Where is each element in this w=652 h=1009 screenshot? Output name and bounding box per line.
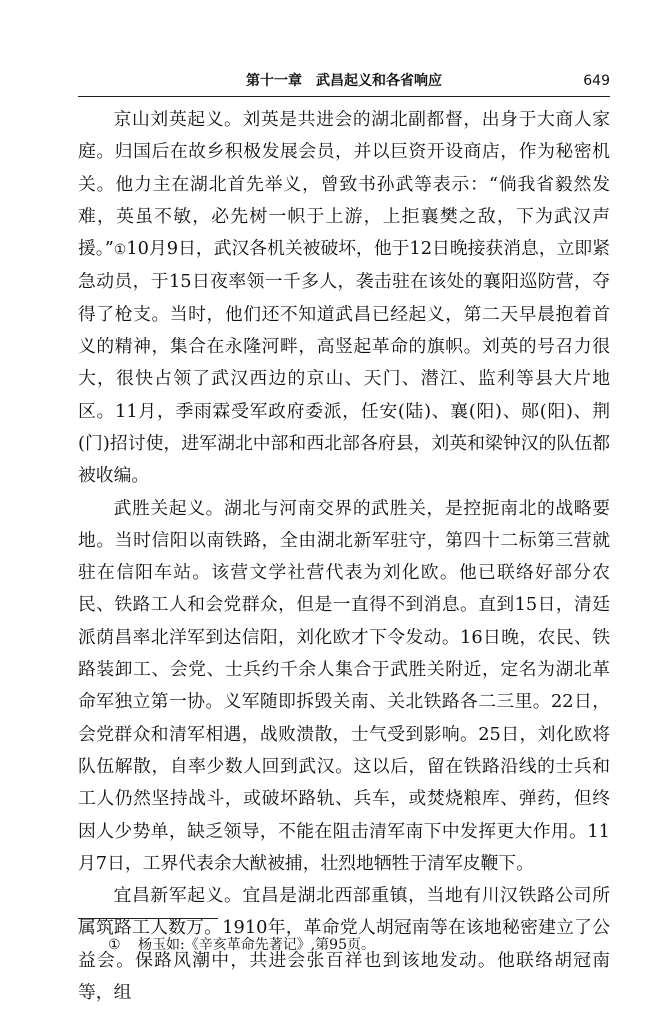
body-text <box>78 104 610 1009</box>
running-head <box>78 70 610 92</box>
footnote <box>78 935 610 955</box>
footnote-reference: ① <box>113 242 127 259</box>
footnote-text: 杨玉如:《辛亥革命先著记》,第95页。 <box>138 937 375 953</box>
paragraph-wushengguan-uprising: 武胜关起义。湖北与河南交界的武胜关，是控扼南北的战略要地。当时信阳以南铁路，全由湖北新军驻守，第四十二标第三营就驻在信阳车站。该营文学社营代表为刘化欧。他已联络好部分农民、铁路工人和会党群众，但是一直得不到消息。直到15日，清廷派荫昌率北洋军到达信阳，刘化欧才下令发动。16日晚，农民、铁路装卸工、会党、士兵约千余人集合于武胜关附近，定名为湖北革命军独立第一协。义军随即拆毁关南、关北铁路各二三里。22日，会党群众和清军相遇，战败溃散，士气受到影响。25日，刘化欧将队伍解散，自率少数人回到武汉。这以后，留在铁路沿线的士兵和工人仍然坚持战斗，或破坏路轨、兵车，或焚烧粮库、弹药，但终因人少势单，缺乏领导，不能在阻击清军南下中发挥更大作用。11月7日，工界代表余大猷被捕，壮烈地牺牲于清军皮鞭下。 <box>78 497 610 874</box>
paragraph-yichang-uprising: 宜昌新军起义。宜昌是湖北西部重镇，当地有川汉铁路公司所属筑路工人数万。1910年，革命党人胡冠南等在该地秘密建立了公益会。保路风潮中，共进会张百祥也到该地发动。他联络胡冠南等，组 <box>78 885 610 1004</box>
page-number: 649 <box>583 73 610 89</box>
header-rule <box>78 96 610 97</box>
chapter-title: 第十一章 武昌起义和各省响应 <box>246 73 442 89</box>
paragraph-text: 10月9日，武汉各机关被破坏，他于12日晚接获消息，立即紧急动员，于15日夜率领一千多人，袭击驻在该处的襄阳巡防营，夺得了枪支。当时，他们还不知道武昌已经起义，第二天早晨抱着首义的精神，集合在永隆河畔，高竖起革命的旗帜。刘英的号召力很大，很快占领了武汉西边的京山、天门、潜江、监利等县大片地区。11月，季雨霖受军政府委派，任安(陆)、襄(阳)、郧(阳)、荆(门)招讨使，进军湖北中部和西北部各府县，刘英和梁钟汉的队伍都被收编。 <box>78 238 610 487</box>
footnote-rule <box>78 918 218 919</box>
paragraph-jingshan-uprising <box>78 104 610 493</box>
footnote-marker: ① <box>108 937 121 953</box>
paragraph-text: 京山刘英起义。刘英是共进会的湖北副都督，出身于大商人家庭。归国后在故乡积极发展会员，并以巨资开设商店，作为秘密机关。他力主在湖北首先举义，曾致书孙武等表示：“倘我省毅然发难，英虽不敏，必先树一帜于上游，上拒襄樊之敌，下为武汉声援。” <box>78 109 610 260</box>
